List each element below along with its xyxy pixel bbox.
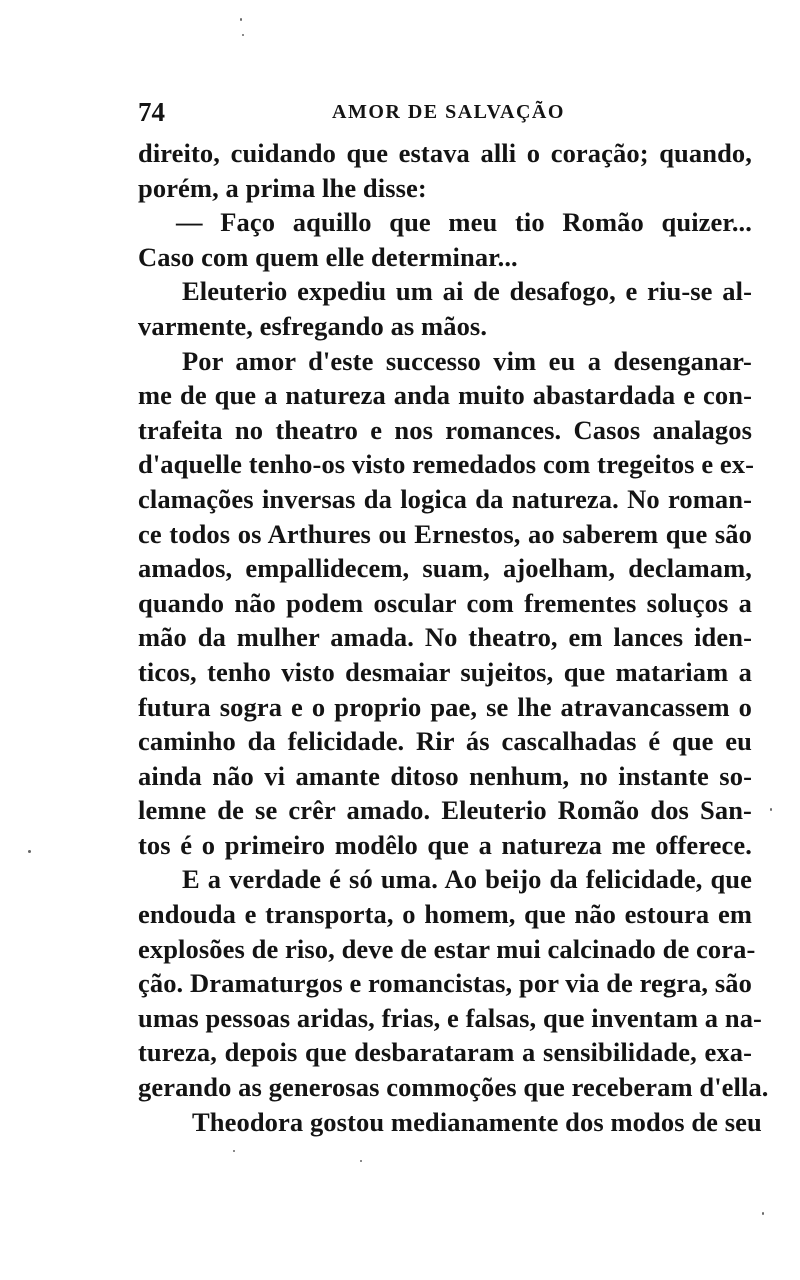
- text-line: futura sogra e o proprio pae, se lhe atravancassem o: [138, 691, 752, 722]
- text-line: ticos, tenho visto desmaiar sujeitos, que matariam a: [138, 656, 752, 687]
- print-speck: [28, 850, 31, 853]
- text-line: caminho da felicidade. Rir ás cascalhadas é que eu: [138, 726, 752, 757]
- text-line: tos é o primeiro modêlo que a natureza me offerece.: [138, 829, 752, 860]
- print-speck: [770, 808, 772, 811]
- text-line: d'aquelle tenho-os visto remedados com tregeitos e ex-: [138, 449, 755, 480]
- text-line: me de que a natureza anda muito abastardada e con-: [138, 380, 752, 411]
- text-line: endouda e transporta, o homem, que não estoura em: [138, 899, 752, 930]
- print-speck: [762, 1212, 764, 1215]
- text-line: mão da mulher amada. No theatro, em lances iden-: [138, 622, 752, 653]
- print-speck: [242, 34, 244, 36]
- print-speck: [233, 1150, 235, 1152]
- running-header: [138, 94, 750, 130]
- text-line: direito, cuidando que estava alli o coração; quando,: [138, 138, 752, 168]
- running-title: AMOR DE SALVAÇÃO: [332, 101, 565, 123]
- page-number: 74: [138, 97, 165, 127]
- text-line: umas pessoas aridas, frias, e falsas, que inventam a na-: [138, 1002, 762, 1033]
- text-line: ce todos os Arthures ou Ernestos, ao saberem que são: [138, 518, 752, 549]
- text-line: — Faço aquillo que meu tio Romão quizer...: [176, 207, 752, 238]
- text-line: ainda não vi amante ditoso nenhum, no instante so-: [138, 760, 752, 791]
- text-line: lemne de se crêr amado. Eleuterio Romão dos San-: [138, 795, 752, 826]
- text-line: Caso com quem elle determinar...: [138, 241, 518, 272]
- text-line: ção. Dramaturgos e romancistas, por via de regra, são: [138, 968, 752, 999]
- text-line: explosões de riso, deve de estar mui calcinado de cora-: [138, 933, 756, 964]
- text-line: gerando as generosas commoções que receberam d'ella.: [138, 1072, 769, 1103]
- text-line: E a verdade é só uma. Ao beijo da felicidade, que: [182, 864, 752, 895]
- text-line: porém, a prima lhe disse:: [138, 172, 427, 203]
- text-line: clamações inversas da logica da natureza. No roman-: [138, 483, 752, 514]
- text-line: Eleuterio expediu um ai de desafogo, e riu-se al-: [182, 276, 752, 307]
- text-line: Por amor d'este successo vim eu a desenganar-: [182, 345, 752, 376]
- text-line: amados, empallidecem, suam, ajoelham, declamam,: [138, 553, 752, 584]
- text-line: tureza, depois que desbarataram a sensibilidade, exa-: [138, 1037, 752, 1068]
- text-line: Theodora gostou medianamente dos modos de seu: [192, 1106, 762, 1137]
- print-speck: [360, 1160, 362, 1162]
- text-line: quando não podem oscular com frementes soluços a: [138, 587, 752, 618]
- text-line: varmente, esfregando as mãos.: [138, 310, 488, 341]
- body-text: [138, 136, 769, 1139]
- print-speck: [240, 18, 242, 21]
- text-line: trafeita no theatro e nos romances. Casos analagos: [138, 414, 752, 445]
